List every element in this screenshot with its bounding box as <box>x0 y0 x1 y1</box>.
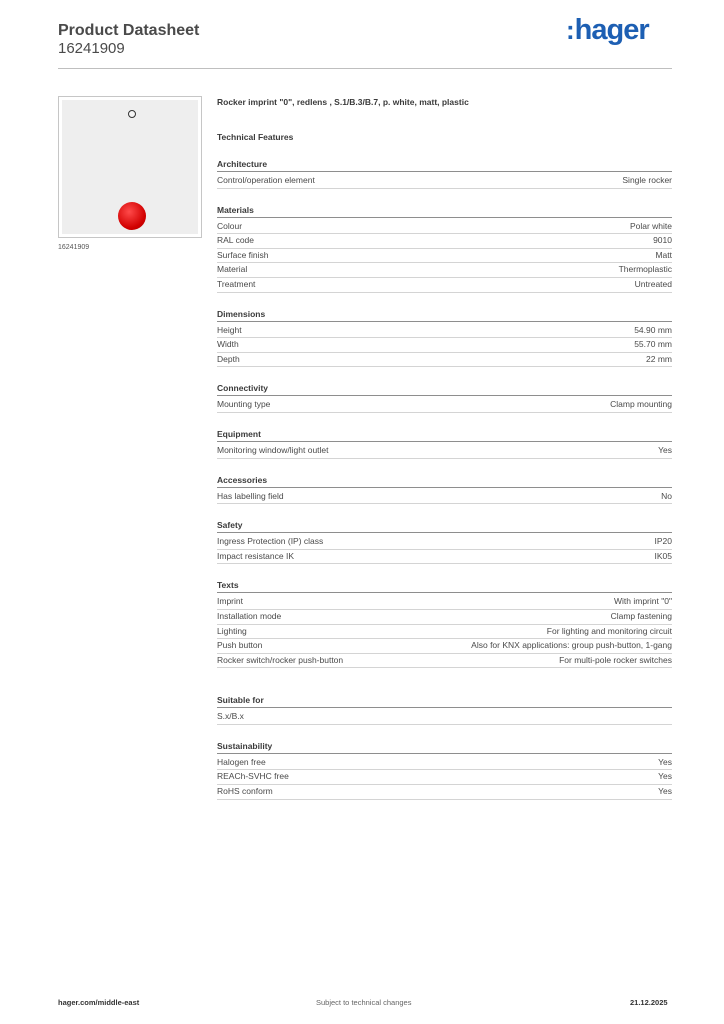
datasheet-content <box>217 96 672 800</box>
technical-features-title: Technical Features <box>217 132 294 142</box>
spec-label: Colour <box>217 220 243 231</box>
spec-value: For lighting and monitoring circuit <box>546 625 672 636</box>
spec-row <box>217 338 672 353</box>
spec-label: Width <box>217 339 239 350</box>
spec-row <box>217 595 672 610</box>
section-materials <box>217 204 672 293</box>
spec-value: Polar white <box>629 220 672 231</box>
spec-label: Installation mode <box>217 610 282 621</box>
spec-label: Imprint <box>217 596 243 607</box>
spec-row <box>217 249 672 264</box>
spec-label: Surface finish <box>217 249 269 260</box>
spec-value: Yes <box>658 756 672 767</box>
spec-label: Control/operation element <box>217 175 315 185</box>
spec-row <box>217 610 672 625</box>
spec-label: Push button <box>217 640 263 651</box>
section-title: Suitable for <box>217 694 672 708</box>
spec-label: S.x/B.x <box>217 711 244 722</box>
spec-row <box>217 398 672 413</box>
spec-value: IP20 <box>654 536 672 547</box>
spec-row <box>217 490 672 505</box>
section-connectivity <box>217 382 672 413</box>
spec-row <box>217 625 672 640</box>
spec-row <box>217 174 672 189</box>
spec-value: 55.70 mm <box>634 339 672 350</box>
page-title: Product Datasheet <box>58 22 200 39</box>
spec-row <box>217 756 672 771</box>
spec-label: RAL code <box>217 235 255 246</box>
spec-label: Ingress Protection (IP) class <box>217 536 324 547</box>
footer-website: hager.com/middle-east <box>58 998 140 1007</box>
section-sustainability <box>217 740 672 800</box>
spec-value: Also for KNX applications: group push-button, 1-gang <box>471 640 672 651</box>
spec-label: REACh-SVHC free <box>217 771 289 782</box>
spec-value: 9010 <box>653 235 672 246</box>
section-equipment <box>217 428 672 459</box>
spec-row <box>217 785 672 800</box>
spec-row <box>217 263 672 278</box>
section-title: Architecture <box>217 158 672 172</box>
spec-label: RoHS conform <box>217 786 273 797</box>
section-dimensions <box>217 308 672 368</box>
spec-label: Lighting <box>217 625 247 636</box>
spec-value: Thermoplastic <box>618 264 672 275</box>
section-title: Sustainability <box>217 740 672 754</box>
spec-value: Untreated <box>634 278 672 289</box>
footer-notice: Subject to technical changes <box>316 998 412 1007</box>
spec-value: 22 mm <box>646 353 672 364</box>
spec-row <box>217 324 672 339</box>
spec-label: Mounting type <box>217 399 271 410</box>
logo-colon-mark: : <box>566 15 574 45</box>
product-image-caption: 16241909 <box>58 244 90 251</box>
section-texts <box>217 579 672 668</box>
spec-row <box>217 220 672 235</box>
logo-text: hager <box>574 14 649 46</box>
product-description: Rocker imprint "0", redlens , S.1/B.3/B.7, p. white, matt, plastic <box>217 97 469 107</box>
section-title: Safety <box>217 519 672 533</box>
spec-label: Monitoring window/light outlet <box>217 444 329 455</box>
spec-row <box>217 639 672 654</box>
spec-label: Impact resistance IK <box>217 550 295 561</box>
section-title: Materials <box>217 204 672 218</box>
spec-row <box>217 710 672 725</box>
header-divider <box>58 68 672 69</box>
rocker-face <box>62 100 198 234</box>
spec-value: Yes <box>658 771 672 782</box>
footer-date: 21.12.2025 <box>630 998 668 1007</box>
spec-value: Matt <box>655 249 672 260</box>
section-title: Texts <box>217 579 672 593</box>
spec-row <box>217 234 672 249</box>
spec-value: Clamp fastening <box>610 610 672 621</box>
spec-label: Height <box>217 324 242 335</box>
spec-row <box>217 770 672 785</box>
spec-row <box>217 535 672 550</box>
section-accessories <box>217 474 672 505</box>
spec-value: Single rocker <box>622 175 672 185</box>
section-suitable-for <box>217 694 672 725</box>
spec-row <box>217 353 672 368</box>
feature-sections <box>217 158 672 800</box>
spec-label: Treatment <box>217 278 256 289</box>
spec-row <box>217 444 672 459</box>
product-image <box>58 96 202 238</box>
section-architecture <box>217 158 672 189</box>
spec-value: Yes <box>658 786 672 797</box>
product-number: 16241909 <box>58 40 125 57</box>
spec-row <box>217 550 672 565</box>
spec-value: IK05 <box>654 550 672 561</box>
spec-value: With imprint "0" <box>614 596 672 607</box>
imprint-zero-ring <box>128 110 136 118</box>
spec-value: Yes <box>658 444 672 455</box>
section-title: Accessories <box>217 474 672 488</box>
spec-label: Depth <box>217 353 240 364</box>
spec-label: Rocker switch/rocker push-button <box>217 654 344 665</box>
spec-value: For multi-pole rocker switches <box>559 654 672 665</box>
spec-label: Halogen free <box>217 756 266 767</box>
hager-logo <box>566 14 649 47</box>
section-title: Connectivity <box>217 382 672 396</box>
section-title: Dimensions <box>217 308 672 322</box>
spec-value: 54.90 mm <box>634 324 672 335</box>
spec-label: Material <box>217 264 248 275</box>
spec-row <box>217 278 672 293</box>
spec-value: Clamp mounting <box>610 399 672 410</box>
spec-label: Has labelling field <box>217 490 284 501</box>
red-lens <box>118 202 146 230</box>
spec-row <box>217 654 672 669</box>
section-title: Equipment <box>217 428 672 442</box>
spec-value: No <box>661 490 672 501</box>
section-safety <box>217 519 672 564</box>
